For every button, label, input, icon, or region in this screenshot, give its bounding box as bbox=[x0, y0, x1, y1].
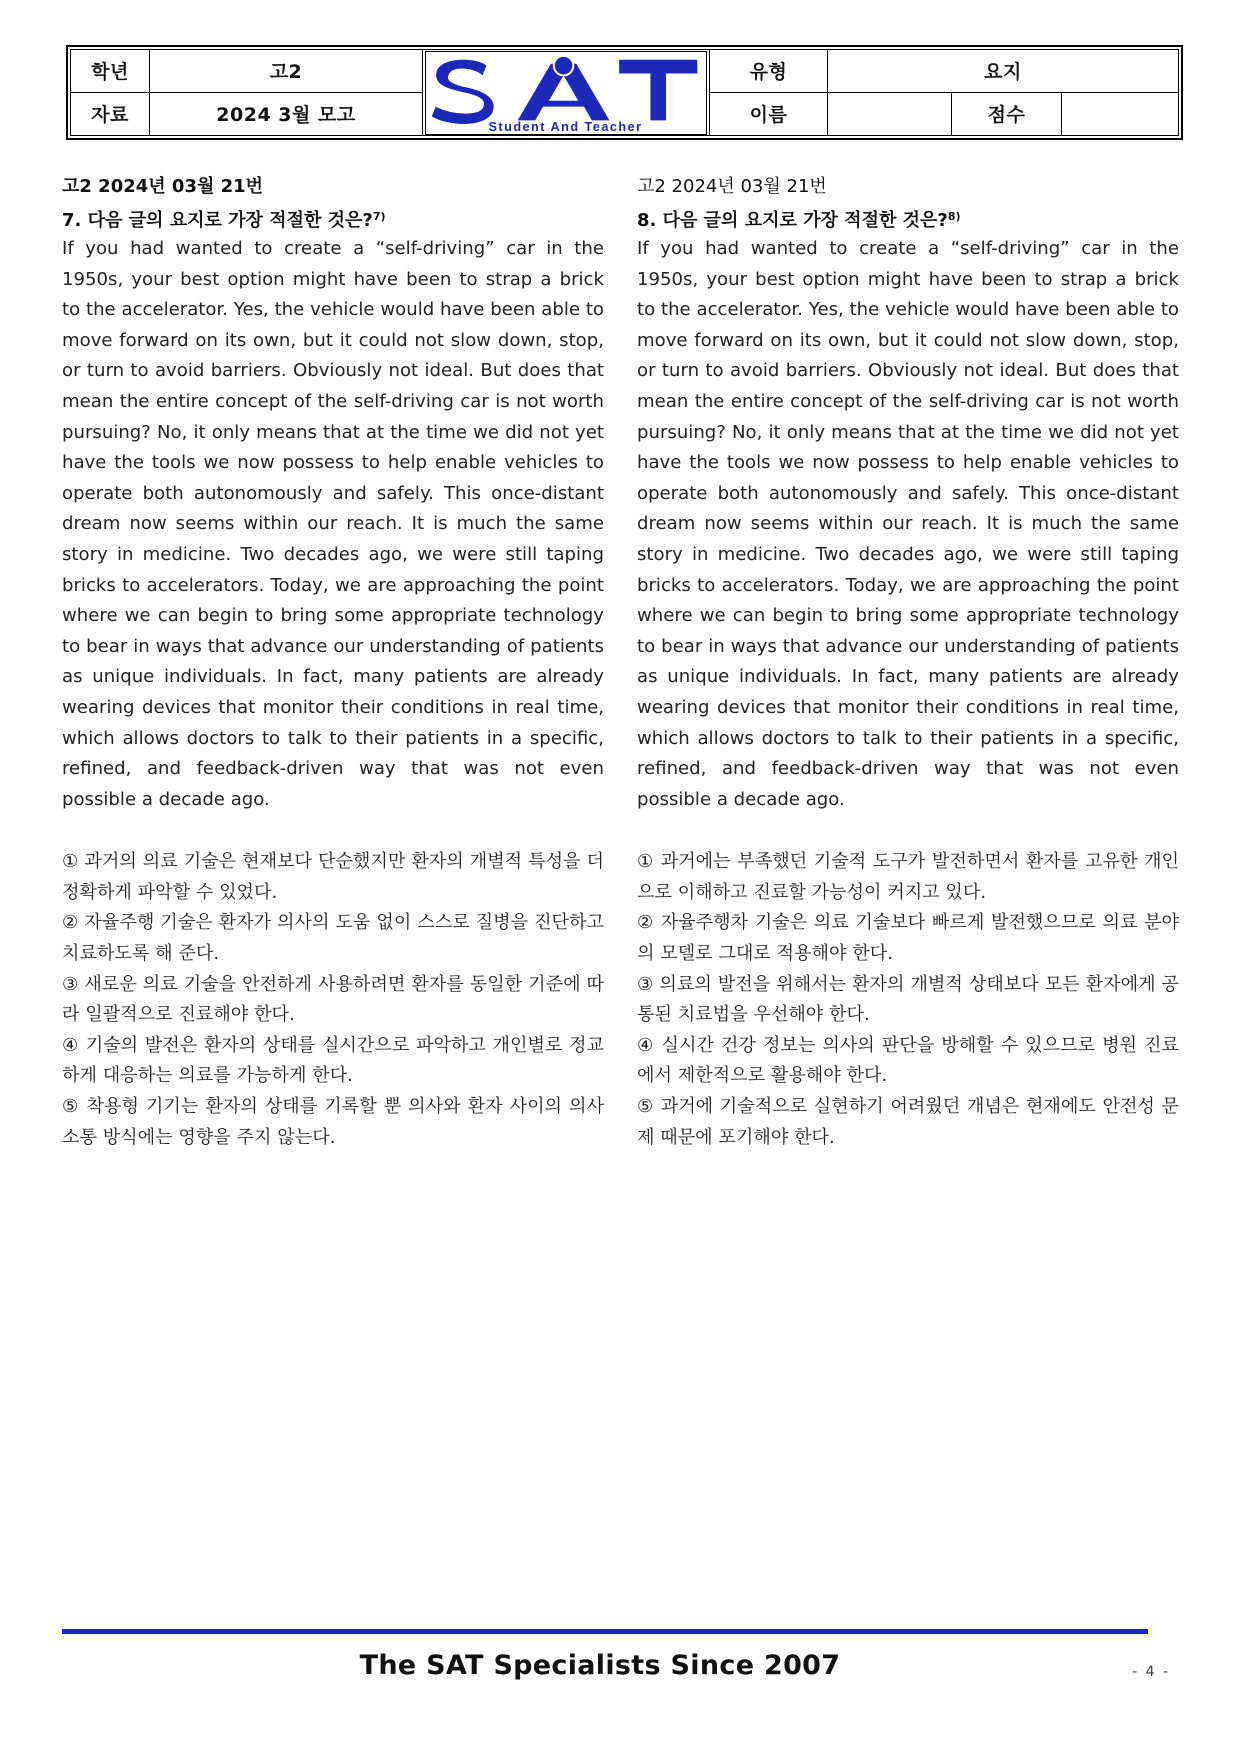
question-title-text: 7. 다음 글의 요지로 가장 적절한 것은? bbox=[62, 210, 373, 231]
material-label: 자료 bbox=[71, 93, 150, 136]
choice-5[interactable]: ⑤ 착용형 기기는 환자의 상태를 기록할 뿐 의사와 환자 사이의 의사소통 방식에는 영향을 주지 않는다. bbox=[62, 1096, 604, 1148]
footer-slogan-text: The SAT Specialists Since 2007 bbox=[359, 1650, 841, 1681]
answer-choices bbox=[637, 847, 1179, 1153]
choice-3[interactable]: ③ 의료의 발전을 위해서는 환자의 개별적 상태보다 모든 환자에게 공통된 치료법을 우선해야 한다. bbox=[637, 973, 1179, 1026]
question-title-text: 8. 다음 글의 요지로 가장 적절한 것은? bbox=[637, 210, 948, 231]
name-value[interactable] bbox=[828, 93, 952, 136]
score-label: 점수 bbox=[952, 93, 1062, 136]
choice-1[interactable]: ① 과거에는 부족했던 기술적 도구가 발전하면서 환자를 고유한 개인으로 이해하고 진료할 가능성이 커지고 있다. bbox=[637, 851, 1179, 903]
footnote-marker: 8) bbox=[947, 210, 961, 223]
logo-subtitle: Student And Teacher bbox=[488, 119, 643, 134]
passage-text: If you had wanted to create a “self-driving” car in the 1950s, your best option might have been to strap a brick to the accelerator. Yes, the vehicle would have been able to move forward on its own, but it could not slow down, stop, or turn to avoid barriers. Obviously not ideal. But does that mean the entire concept of the self-driving car is not worth pursuing? No, it only means that at the time we did not yet have the tools we now possess to help enable vehicles to operate both autonomously and safely. This once-distant dream now seems within our reach. It is much the same story in medicine. Two decades ago, we were still taping bricks to accelerators. Today, we are approaching the point where we can begin to bring some appropriate technology to bear in ways that advance our understanding of patients as unique individuals. In fact, many patients are already wearing devices that monitor their conditions in real time, which allows doctors to talk to their patients in a specific, refined, and feedback-driven way that was not even possible a decade ago. bbox=[637, 238, 1179, 810]
footer-slogan bbox=[0, 1650, 1240, 1681]
score-value[interactable] bbox=[1062, 93, 1178, 136]
material-value: 2024 3월 모고 bbox=[150, 93, 423, 136]
question-8-column bbox=[637, 172, 1179, 1153]
type-label: 유형 bbox=[710, 50, 828, 93]
question-7-column bbox=[62, 172, 604, 1153]
choice-5[interactable]: ⑤ 과거에 기술적으로 실현하기 어려웠던 개념은 현재에도 안전성 문제 때문에 포기해야 한다. bbox=[637, 1096, 1179, 1148]
page-number: - 4 - bbox=[1132, 1664, 1170, 1680]
passage-text: If you had wanted to create a “self-driving” car in the 1950s, your best option might have been to strap a brick to the accelerator. Yes, the vehicle would have been able to move forward on its own, but it could not slow down, stop, or turn to avoid barriers. Obviously not ideal. But does that mean the entire concept of the self-driving car is not worth pursuing? No, it only means that at the time we did not yet have the tools we now possess to help enable vehicles to operate both autonomously and safely. This once-distant dream now seems within our reach. It is much the same story in medicine. Two decades ago, we were still taping bricks to accelerators. Today, we are approaching the point where we can begin to bring some appropriate technology to bear in ways that advance our understanding of patients as unique individuals. In fact, many patients are already wearing devices that monitor their conditions in real time, which allows doctors to talk to their patients in a specific, refined, and feedback-driven way that was not even possible a decade ago. bbox=[62, 238, 604, 810]
choice-2[interactable]: ② 자율주행차 기술은 의료 기술보다 빠르게 발전했으므로 의료 분야의 모델로 그대로 적용해야 한다. bbox=[637, 912, 1179, 965]
footer-divider bbox=[62, 1629, 1148, 1634]
question-source: 고2 2024년 03월 21번 bbox=[62, 176, 264, 197]
logo-letter-t bbox=[619, 59, 697, 120]
sat-logo bbox=[425, 51, 707, 135]
type-value: 요지 bbox=[828, 50, 1178, 93]
logo-cell bbox=[423, 50, 710, 135]
header-table bbox=[66, 45, 1183, 140]
choice-2[interactable]: ② 자율주행 기술은 환자가 의사의 도움 없이 스스로 질병을 진단하고 치료하도록 해 준다. bbox=[62, 912, 604, 965]
answer-choices bbox=[62, 847, 604, 1153]
logo-letter-s bbox=[432, 59, 494, 123]
choice-4[interactable]: ④ 실시간 건강 정보는 의사의 판단을 방해할 수 있으므로 병원 진료에서 제한적으로 활용해야 한다. bbox=[637, 1034, 1179, 1087]
name-label: 이름 bbox=[710, 93, 828, 136]
footnote-marker: 7) bbox=[372, 210, 386, 223]
question-source: 고2 2024년 03월 21번 bbox=[637, 176, 827, 197]
choice-1[interactable]: ① 과거의 의료 기술은 현재보다 단순했지만 환자의 개별적 특성을 더 정확하게 파악할 수 있었다. bbox=[62, 851, 604, 903]
question-title bbox=[637, 202, 1179, 232]
choice-3[interactable]: ③ 새로운 의료 기술을 안전하게 사용하려면 환자를 동일한 기준에 따라 일괄적으로 진료해야 한다. bbox=[62, 973, 604, 1026]
grade-label: 학년 bbox=[71, 50, 150, 93]
question-title bbox=[62, 202, 604, 232]
grade-value: 고2 bbox=[150, 50, 423, 93]
choice-4[interactable]: ④ 기술의 발전은 환자의 상태를 실시간으로 파악하고 개인별로 정교하게 대응하는 의료를 가능하게 한다. bbox=[62, 1034, 604, 1087]
